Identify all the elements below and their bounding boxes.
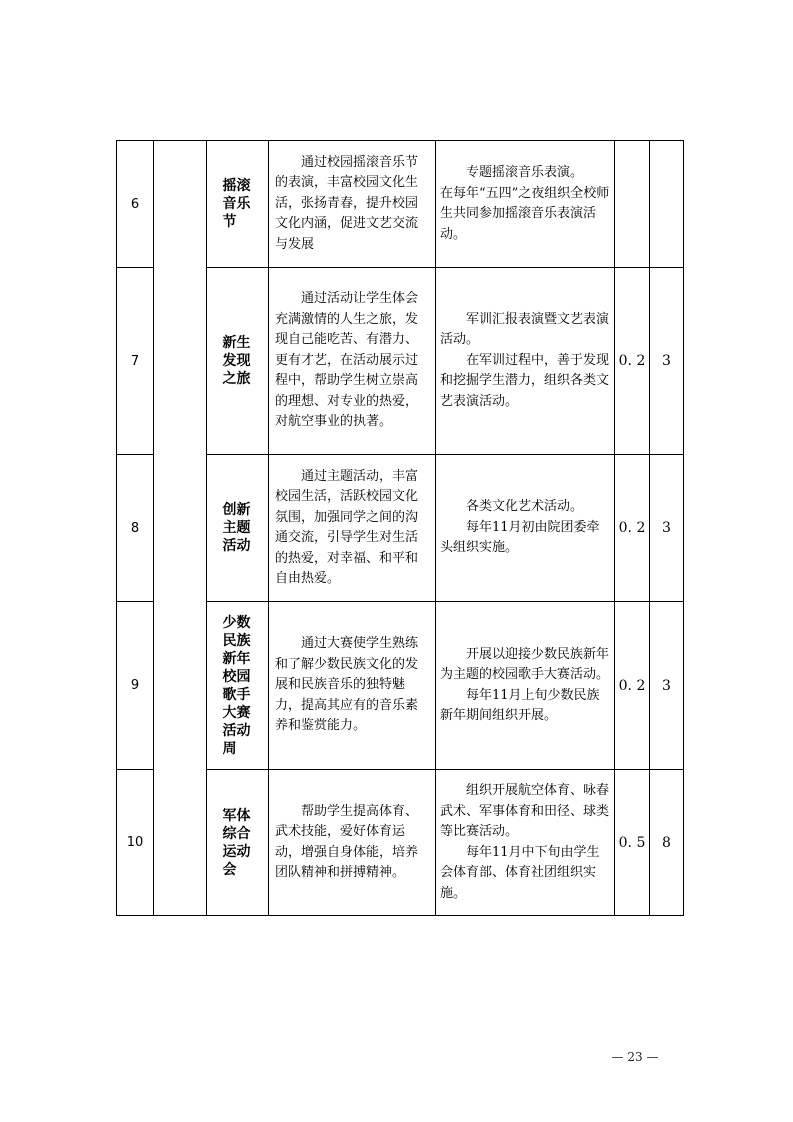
hours-cell: 3 — [650, 602, 684, 770]
row-number-cell: 8 — [117, 455, 154, 602]
activity-goal: 通过活动让学生体会充满激情的人生之旅，发现自己能吃苦、有潜力、更有才艺，在活动展示过程中，帮助学生树立崇高的理想、对专业的热爱，对航空事业的执著。 — [275, 291, 419, 430]
credit-cell: 0. 2 — [615, 268, 650, 455]
row-number-cell: 6 — [117, 141, 154, 268]
table-row — [117, 141, 684, 268]
hours-cell: 8 — [650, 770, 684, 916]
activity-table — [116, 140, 684, 916]
activity-description-paragraph: 各类文化艺术活动。 — [466, 499, 584, 515]
credit-cell: 0. 2 — [615, 602, 650, 770]
activity-description-paragraph: 在军训过程中，善于发现和挖掘学生潜力，组织各类文艺表演活动。 — [440, 352, 610, 409]
activity-goal: 通过大赛使学生熟练和了解少数民族文化的发展和民族音乐的独特魅力，提高其应有的音乐素养和鉴赏能力。 — [275, 636, 419, 734]
activity-goal-cell — [269, 602, 436, 770]
hours-cell: 3 — [650, 268, 684, 455]
activity-description-cell — [436, 455, 615, 602]
activity-goal-cell — [269, 141, 436, 268]
activity-description-cell — [436, 268, 615, 455]
activity-description-paragraph: 专题摇滚音乐表演。 — [466, 165, 584, 180]
activity-description-paragraph: 每年11月上旬少数民族新年期间组织开展。 — [440, 687, 600, 723]
activity-goal: 通过校园摇滚音乐节的表演，丰富校园文化生活，张扬青春，提升校园文化内涵，促进文艺交流与发展 — [275, 154, 419, 252]
activity-goal-cell — [269, 455, 436, 602]
hours-cell: 3 — [650, 455, 684, 602]
credit-cell: 0. 5 — [615, 770, 650, 916]
page-number: — 23 — — [611, 1050, 659, 1064]
activity-name-cell — [207, 455, 269, 602]
row-number-cell: 9 — [117, 602, 154, 770]
hours-cell — [650, 141, 684, 268]
activity-name: 少数民族新年校园歌手大赛活动周 — [222, 614, 251, 757]
activity-name-cell — [207, 770, 269, 916]
activity-description-cell — [436, 141, 615, 268]
activity-description-cell — [436, 602, 615, 770]
credit-cell: 0. 2 — [615, 455, 650, 602]
activity-goal: 帮助学生提高体育、武术技能，爱好体育运动，增强自身体能，培养团队精神和拼搏精神。 — [275, 803, 419, 880]
activity-description-paragraph: 每年11月中下旬由学生会体育部、体育社团组织实施。 — [440, 844, 600, 901]
activity-goal-cell — [269, 268, 436, 455]
activity-name-cell — [207, 268, 269, 455]
activity-description-cell — [436, 770, 615, 916]
row-number-cell: 7 — [117, 268, 154, 455]
activity-description-paragraph: 每年11月初由院团委牵头组织实施。 — [440, 519, 600, 556]
activity-name: 创新主题活动 — [222, 502, 251, 554]
activity-name-cell — [207, 602, 269, 770]
activity-goal-cell — [269, 770, 436, 916]
activity-description-paragraph: 组织开展航空体育、咏春武术、军事体育和田径、球类等比赛活动。 — [440, 783, 610, 839]
activity-description-paragraph: 在每年“五四”之夜组织全校师生共同参加摇滚音乐表演活动。 — [440, 185, 610, 242]
activity-name: 新生发现之旅 — [222, 335, 251, 387]
activity-name-cell — [207, 141, 269, 268]
activity-name: 军体综合运动会 — [222, 807, 251, 878]
credit-cell — [615, 141, 650, 268]
activity-goal: 通过主题活动，丰富校园生活，活跃校园文化氛围，加强同学之间的沟通交流，引导学生对生活的热爱，对幸福、和平和自由热爱。 — [275, 468, 419, 586]
row-number-cell: 10 — [117, 770, 154, 916]
activity-description-paragraph: 军训汇报表演暨文艺表演活动。 — [440, 311, 610, 348]
activity-name: 摇滚音乐节 — [222, 178, 251, 230]
table-body — [117, 141, 684, 916]
activity-description-paragraph: 开展以迎接少数民族新年为主题的校园歌手大赛活动。 — [440, 646, 610, 682]
category-cell — [154, 141, 207, 916]
